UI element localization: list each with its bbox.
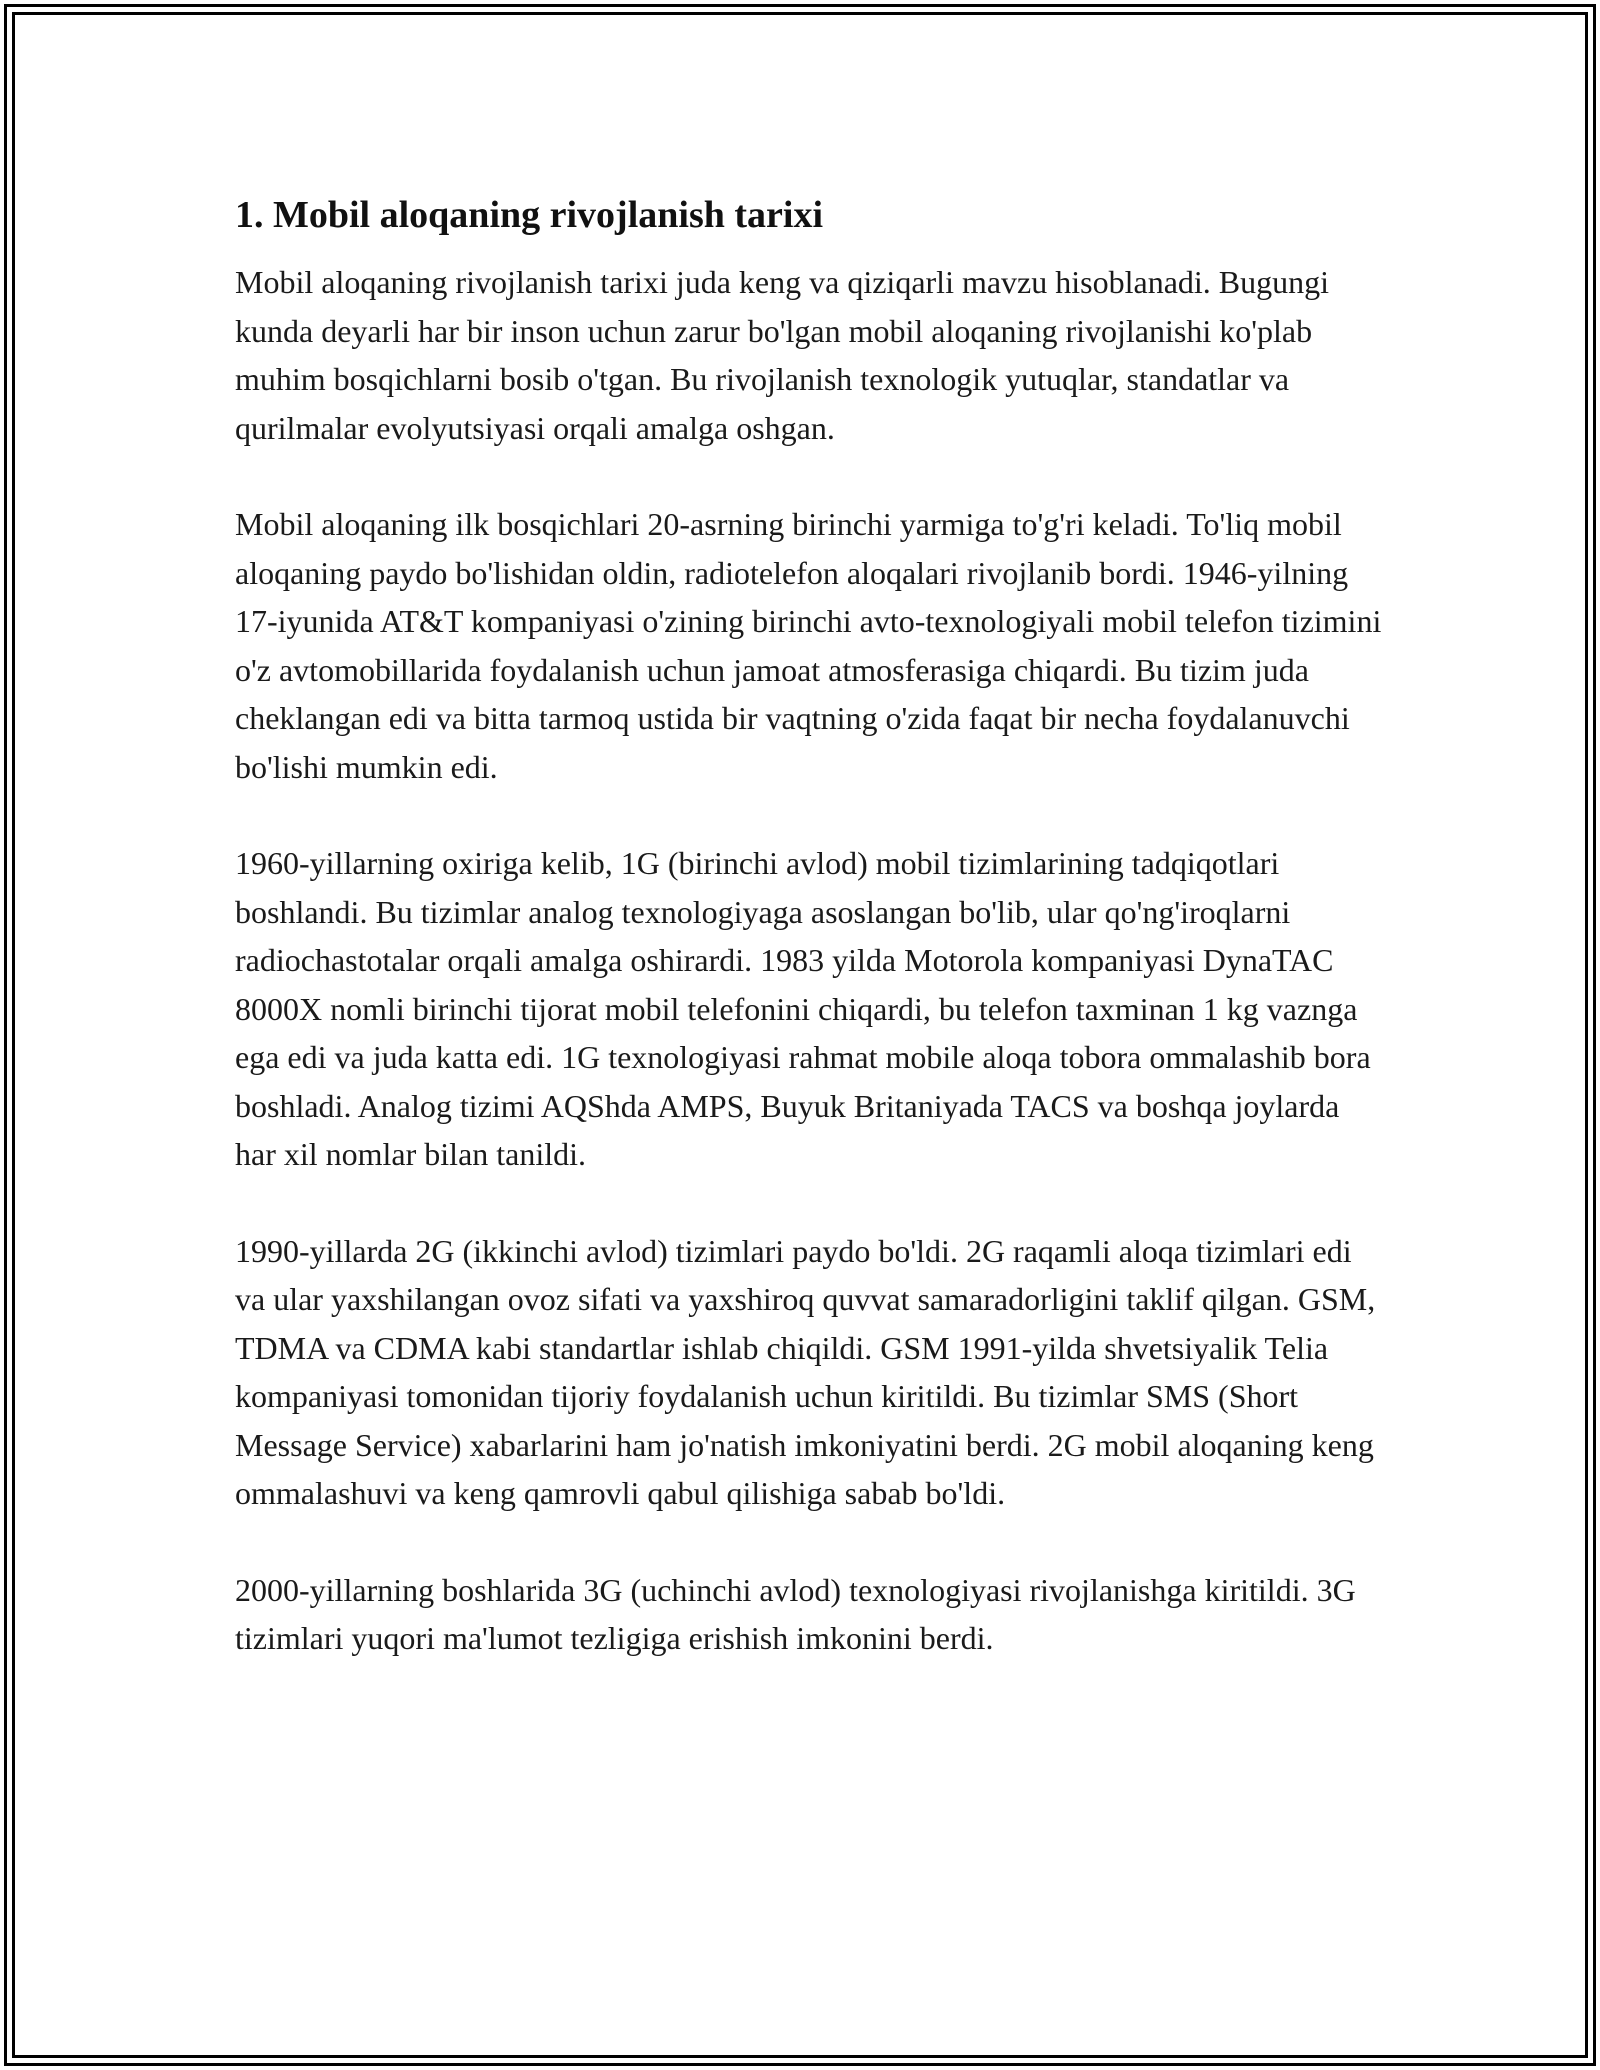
paragraph-intro: Mobil aloqaning rivojlanish tarixi juda keng va qiziqarli mavzu hisoblanadi. Bugungi kunda deyarli har bir inson uchun zarur bo'lgan mobil aloqaning rivojlanishi ko'plab muhim bosqichlarni bosib o'tgan. Bu rivojlanish texnologik yutuqlar, standatlar va qurilmalar evolyutsiyasi orqali amalga oshgan. [235, 264, 1330, 446]
paragraph-1g: 1960-yillarning oxiriga kelib, 1G (birinchi avlod) mobil tizimlarining tadqiqotlari boshlandi. Bu tizimlar analog texnologiyaga asoslangan bo'lib, ular qo'ng'iroqlarni radiochastotalar orqali amalga oshirardi. 1983 yilda Motorola kompaniyasi DynaTAC 8000X nomli birinchi tijorat mobil telefonini chiqardi, bu telefon taxminan 1 kg vaznga ega edi va juda katta edi. 1G texnologiyasi rahmat mobile aloqa tobora ommalashib bora boshladi. Analog tizimi AQShda AMPS, Buyuk Britaniyada TACS va boshqa joylarda har xil nomlar bilan tanildi. [235, 845, 1371, 1172]
section-heading: 1. Mobil aloqaning rivojlanish tarixi [235, 194, 824, 236]
document-body [235, 180, 1385, 1711]
paragraph-3g: 2000-yillarning boshlarida 3G (uchinchi avlod) texnologiyasi rivojlanishga kiritildi. 3G tizimlari yuqori ma'lumot tezligiga erishish imkonini berdi. [235, 1571, 1356, 1656]
paragraph-early-stages: Mobil aloqaning ilk bosqichlari 20-asrning birinchi yarmiga to'g'ri keladi. To'liq mobil aloqaning paydo bo'lishidan oldin, radiotelefon aloqalari rivojlanib bordi. 1946-yilning 17-iyunida AT&T kompaniyasi o'zining birinchi avto-texnologiyali mobil telefon tizimini o'z avtomobillarida foydalanish uchun jamoat atmosferasiga chiqardi. Bu tizim juda cheklangan edi va bitta tarmoq ustida bir vaqtning o'zida faqat bir necha foydalanuvchi bo'lishi mumkin edi. [235, 506, 1382, 785]
paragraph-2g: 1990-yillarda 2G (ikkinchi avlod) tizimlari paydo bo'ldi. 2G raqamli aloqa tizimlari edi va ular yaxshilangan ovoz sifati va yaxshiroq quvvat samaradorligini taklif qilgan. GSM, TDMA va CDMA kabi standartlar ishlab chiqildi. GSM 1991-yilda shvetsiyalik Telia kompaniyasi tomonidan tijoriy foydalanish uchun kiritildi. Bu tizimlar SMS (Short Message Service) xabarlarini ham jo'natish imkoniyatini berdi. 2G mobil aloqaning keng ommalashuvi va keng qamrovli qabul qilishiga sabab bo'ldi. [235, 1232, 1376, 1511]
